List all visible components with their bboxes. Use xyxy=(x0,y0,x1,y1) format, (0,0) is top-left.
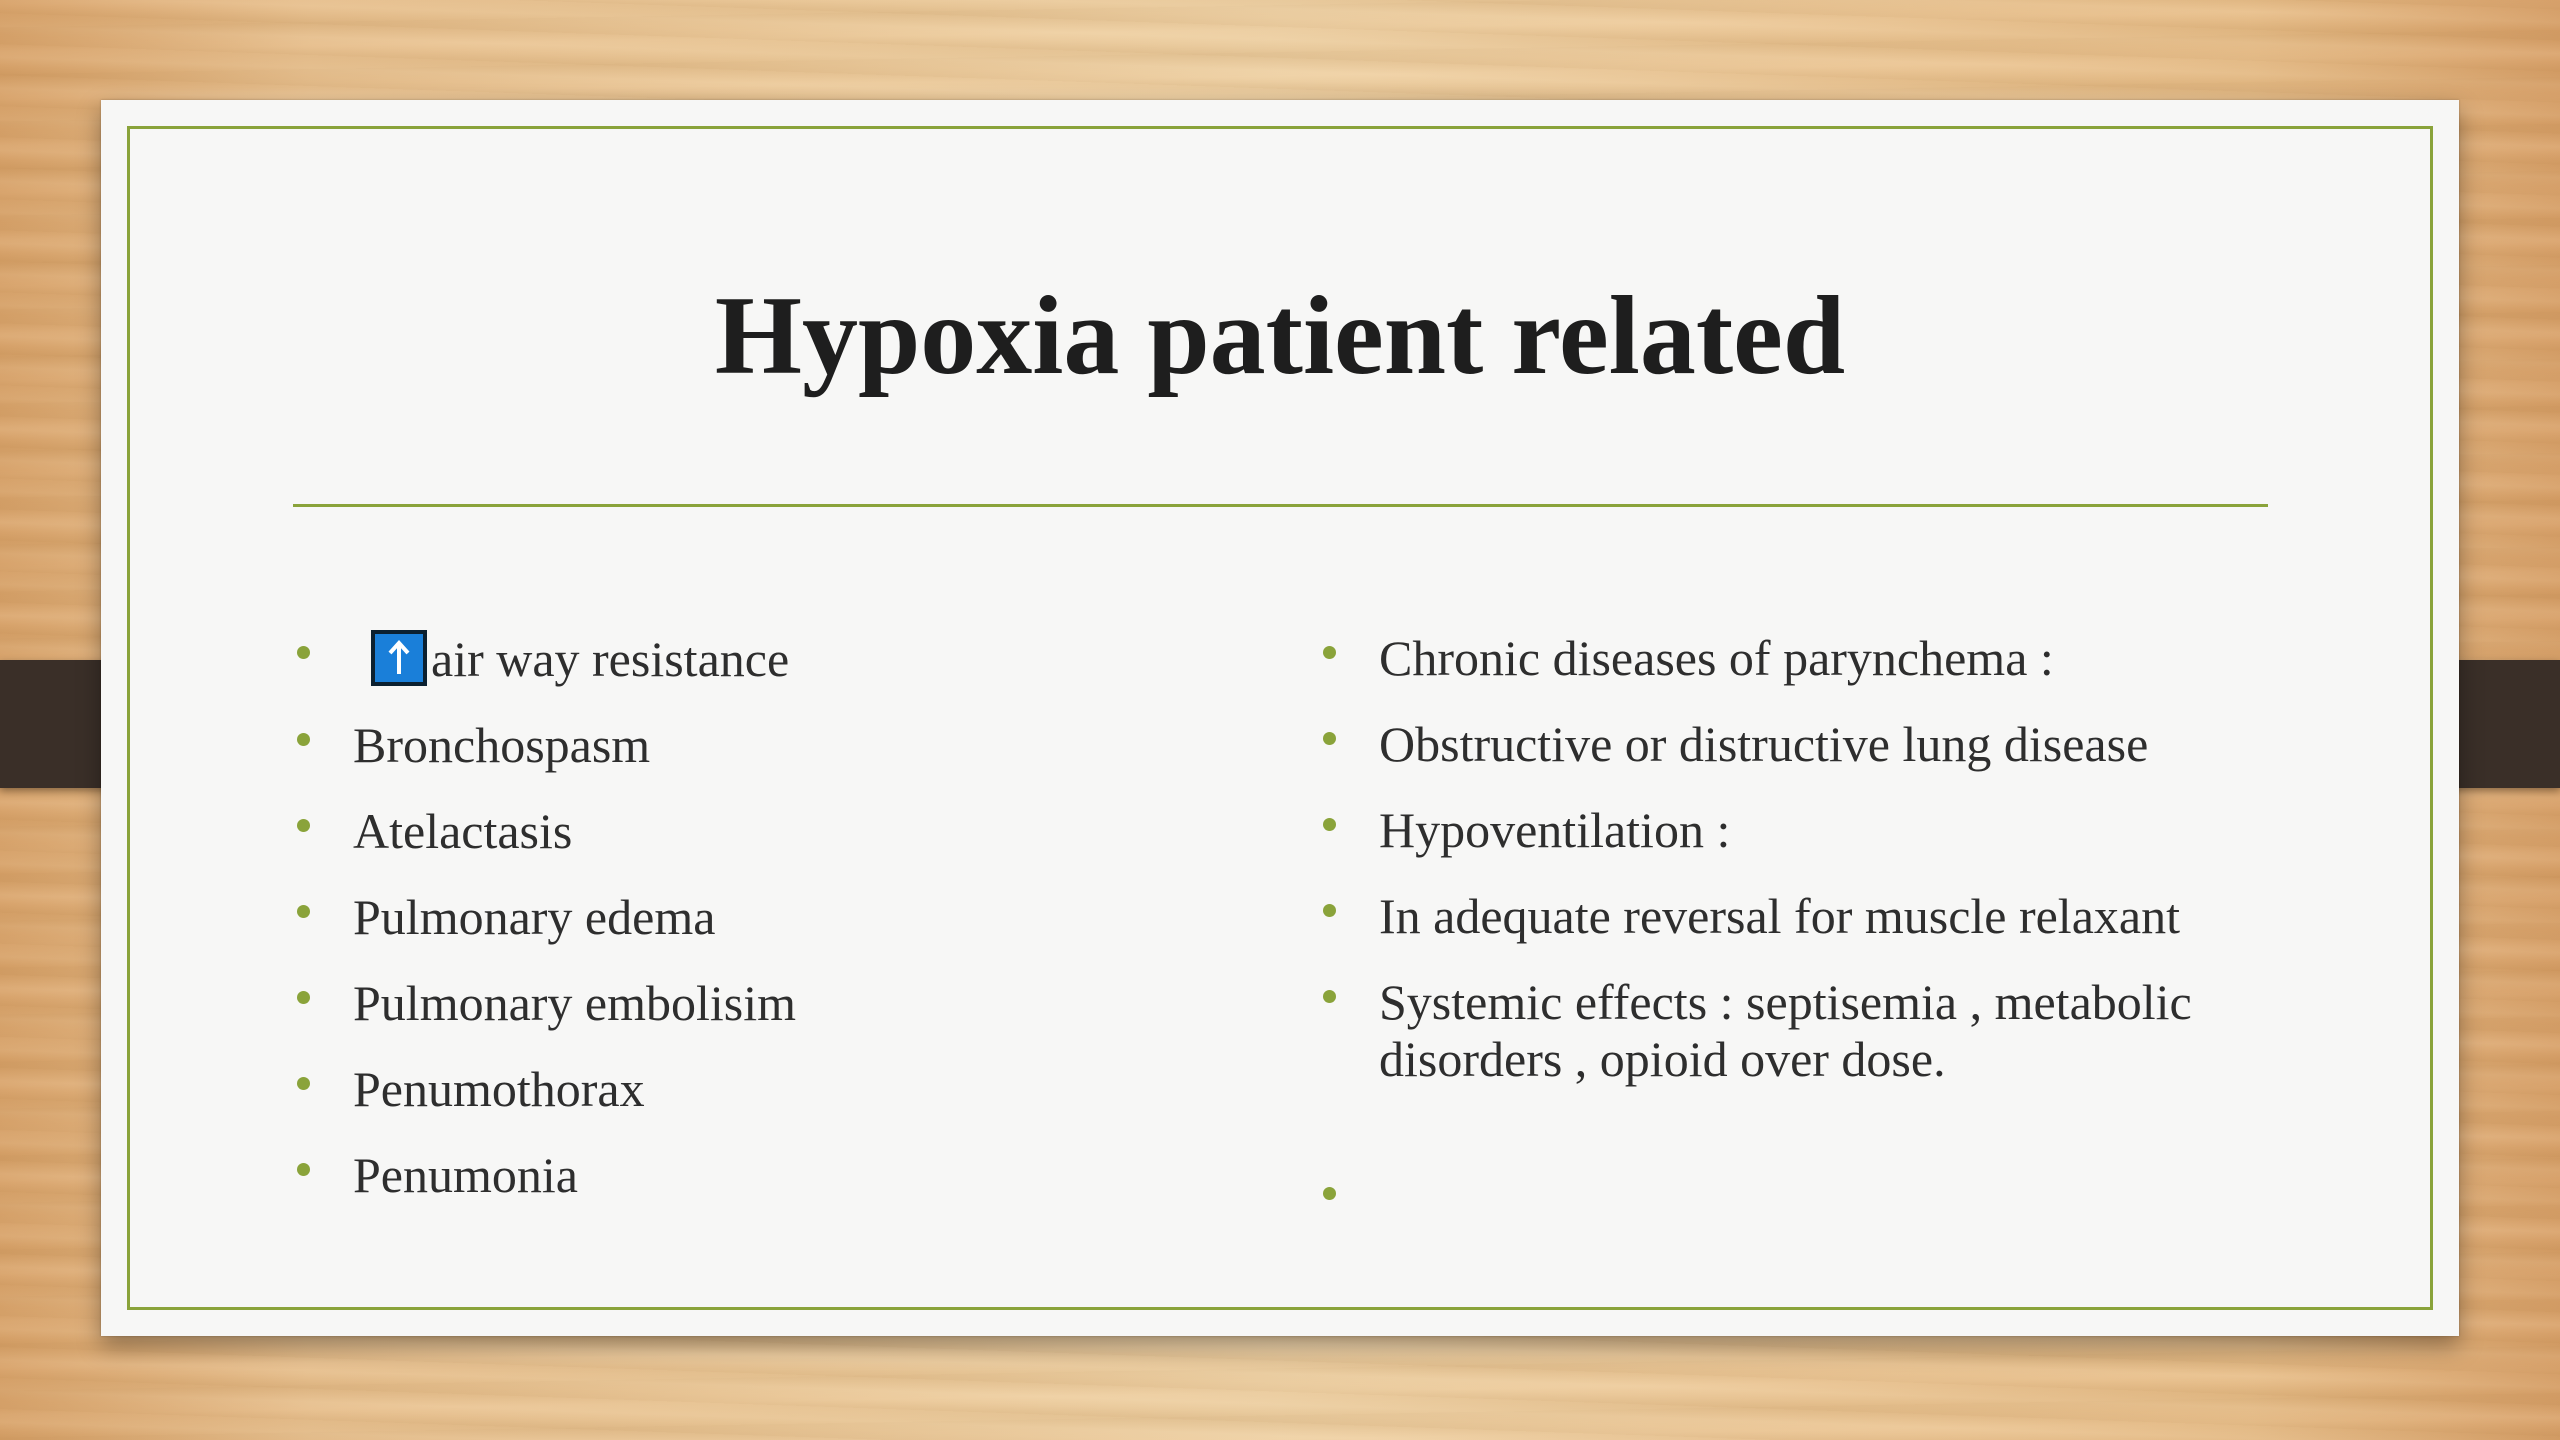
list-item xyxy=(1319,630,2319,687)
list-item-text: Hypoventilation : xyxy=(1379,802,1731,858)
bullet-icon xyxy=(297,1077,310,1090)
list-item-text: Chronic diseases of parynchema : xyxy=(1379,630,2054,686)
up-arrow-icon xyxy=(371,630,427,686)
slide xyxy=(101,100,2459,1336)
list-item xyxy=(1319,888,2319,945)
list-item xyxy=(293,889,1293,946)
list-item xyxy=(293,1061,1293,1118)
left-bullet-list xyxy=(293,630,1293,1233)
bullet-icon xyxy=(1323,818,1336,831)
list-item-text: In adequate reversal for muscle relaxant xyxy=(1379,888,2180,944)
list-item-text: Atelactasis xyxy=(353,803,573,859)
list-item xyxy=(293,717,1293,774)
bullet-icon xyxy=(1323,990,1336,1003)
list-item xyxy=(293,1147,1293,1204)
bullet-icon xyxy=(297,1163,310,1176)
bullet-icon xyxy=(1323,904,1336,917)
bullet-icon xyxy=(297,905,310,918)
bullet-icon xyxy=(297,646,310,659)
list-item xyxy=(293,803,1293,860)
bullet-icon xyxy=(1323,646,1336,659)
list-item xyxy=(1319,802,2319,859)
list-item xyxy=(1319,716,2319,773)
list-item-text: Penumothorax xyxy=(353,1061,645,1117)
bullet-icon xyxy=(297,991,310,1004)
list-item-text: Bronchospasm xyxy=(353,717,651,773)
bullet-icon xyxy=(297,733,310,746)
bullet-icon xyxy=(1323,1187,1336,1200)
list-item-text: Obstructive or distructive lung disease xyxy=(1379,716,2149,772)
list-item-text: Penumonia xyxy=(353,1147,578,1203)
list-item-text: Systemic effects : septisemia , metabolic disorders , opioid over dose. xyxy=(1379,974,2192,1087)
bullet-icon xyxy=(297,819,310,832)
list-item-text: Pulmonary embolisim xyxy=(353,975,797,1031)
list-item-text: air way resistance xyxy=(431,631,790,687)
list-item xyxy=(1319,974,2259,1088)
slide-title: Hypoxia patient related xyxy=(714,274,1846,398)
right-bullet-list xyxy=(1319,630,2319,1257)
list-item xyxy=(293,630,1293,688)
list-item xyxy=(293,975,1293,1032)
title-divider xyxy=(293,504,2268,507)
bullet-icon xyxy=(1323,732,1336,745)
list-item-text: Pulmonary edema xyxy=(353,889,716,945)
list-item-empty xyxy=(1319,1171,2319,1228)
